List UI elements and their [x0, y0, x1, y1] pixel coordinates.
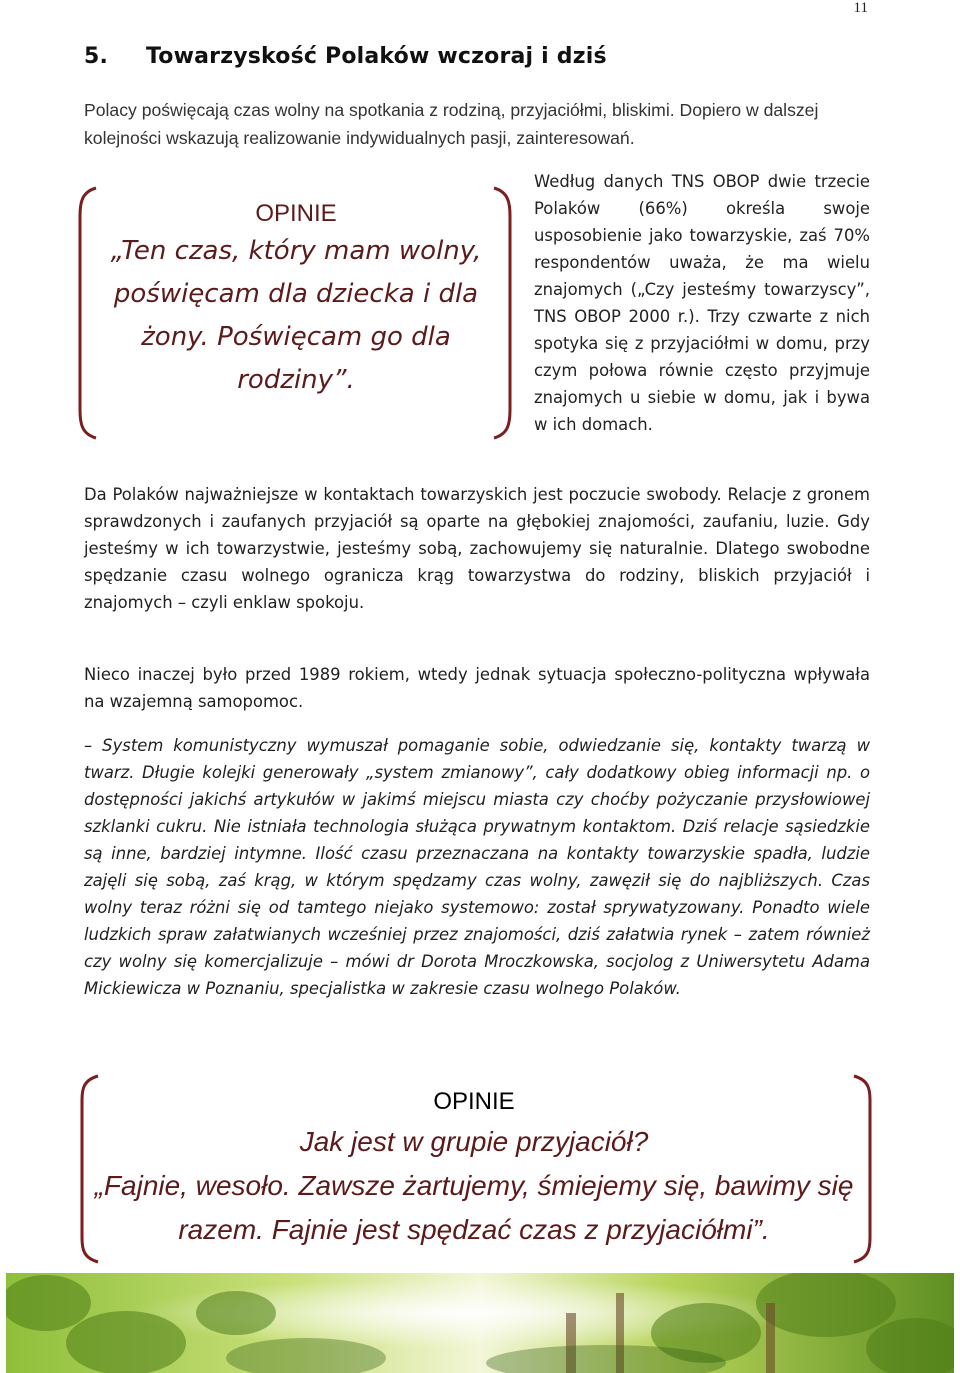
quote-2-text: „Fajnie, wesoło. Zawsze żartujemy, śmiejemy się, bawimy się razem. Fajnie jest spędzać czas z przyjaciółmi”. [94, 1170, 854, 1245]
page-number: 11 [853, 0, 868, 16]
section-heading [84, 44, 607, 69]
quote-1-text: „Ten czas, który mam wolny, poświęcam dla dziecka i dla żony. Poświęcam go dla rodziny”. [110, 236, 482, 395]
quote-2-question: Jak jest w grupie przyjaciół? [299, 1126, 649, 1157]
statistics-paragraph: Według danych TNS OBOP dwie trzecie Polaków (66%) określa swoje usposobienie jako towarzyskie, zaś 70% respondentów uważa, że ma wielu znajomych („Czy jesteśmy towarzyscy”, TNS OBOP 2000 r.). Trzy czwarte z nich spotyka się z przyjaciółmi w domu, przy czym połowa równie często przyjmuje znajomych u siebie w domu, jak i bywa w ich domach. [534, 172, 870, 434]
intro-paragraph: Polacy poświęcają czas wolny na spotkania z rodziną, przyjaciółmi, bliskimi. Dopiero w dalszej kolejności wskazują realizowanie indywidualnych pasji, zainteresowań. [84, 100, 819, 148]
left-bracket-icon [74, 186, 100, 440]
quote-box-2 [92, 1088, 856, 1252]
right-bracket-icon [490, 186, 516, 440]
quote-box-1 [100, 200, 492, 402]
green-foliage-image [6, 1273, 954, 1373]
expert-quote-paragraph: – System komunistyczny wymuszał pomaganie sobie, odwiedzanie się, kontakty twarzą w twarz. Długie kolejki generowały „system zmianowy”, cały dodatkowy obieg informacji np. o dostępności jakichś artykułów w jakimś miejscu miasta czy choćby pożyczanie przysłowiowej szklanki cukru. Nie istniała technologia służąca prywatnym kontaktom. Dziś relacje sąsiedzkie są inne, bardziej intymne. Ilość czasu przeznaczana na kontakty towarzyskie spadła, ludzie zajęli się sobą, zaś krąg, w którym spędzamy czas wolny, zawęził się do najbliższych. Czas wolny teraz różni się od tamtego niejako systemowo: został sprywatyzowany. Ponadto wiele ludzkich spraw załatwianych wcześniej przez znajomości, dziś załatwia rynek – zatem również czy wolny się komercjalizuje – mówi dr Dorota Mroczkowska, socjolog z Uniwersytetu Adama Mickiewicza w Poznaniu, specjalistka w zakresie czasu wolnego Polaków. [84, 736, 870, 998]
section-title: Towarzyskość Polaków wczoraj i dziś [146, 44, 607, 69]
paragraph-before-1989: Nieco inaczej było przed 1989 rokiem, wtedy jednak sytuacja społeczno-polityczna wpływała na wzajemną samopomoc. [84, 665, 870, 711]
quote-2-title: OPINIE [433, 1088, 515, 1115]
section-number: 5. [84, 44, 109, 69]
quote-1-title: OPINIE [255, 200, 337, 227]
paragraph-freedom: Da Polaków najważniejsze w kontaktach towarzyskich jest poczucie swobody. Relacje z gronem sprawdzonych i zaufanych przyjaciół są oparte na głębokiej znajomości, zaufaniu, luzie. Gdy jesteśmy w ich towarzystwie, jesteśmy sobą, zachowujemy się naturalnie. Dlatego swobodne spędzanie czasu wolnego ogranicza krąg towarzystwa do rodziny, bliskich przyjaciół i znajomych – czyli enklaw spokoju. [84, 485, 870, 612]
